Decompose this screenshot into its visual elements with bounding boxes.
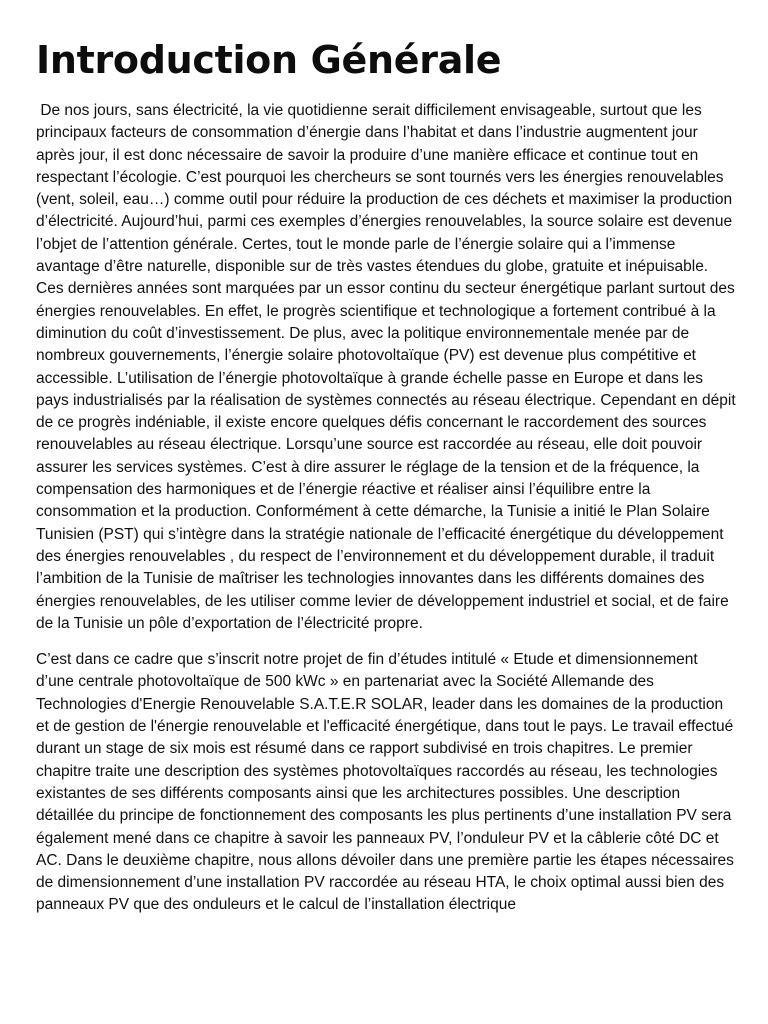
- document-page: [36, 34, 740, 917]
- paragraph-introduction: De nos jours, sans électricité, la vie quotidienne serait difficilement envisageable, surtout que les principaux facteurs de consommation d’énergie dans l’habitat et dans l’industrie augmentent jour après jour, il est donc nécessaire de savoir la produire d’une manière efficace et continue tout en respectant l’écologie. C’est pourquoi les chercheurs se sont tournés vers les énergies renouvelables (vent, soleil, eau…) comme outil pour réduire la production de ces déchets et maximiser la production d’électricité. Aujourd’hui, parmi ces exemples d’énergies renouvelables, la source solaire est devenue l’objet de l’attention générale. Certes, tout le monde parle de l’énergie solaire qui a l’immense avantage d’être naturelle, disponible sur de très vastes étendues du globe, gratuite et inépuisable. Ces dernières années sont marquées par un essor continu du secteur énergétique parlant surtout des énergies renouvelables. En effet, le progrès scientifique et technologique a fortement contribué à la diminution du coût d’investissement. De plus, avec la politique environnementale menée par de nombreux gouvernements, l’énergie solaire photovoltaïque (PV) est devenue plus compétitive et accessible. L’utilisation de l’énergie photovoltaïque à grande échelle passe en Europe et dans les pays industrialisés par la réalisation de systèmes connectés au réseau électrique. Cependant en dépit de ce progrès indéniable, il existe encore quelques défis concernant le raccordement des sources renouvelables au réseau électrique. Lorsqu’une source est raccordée au réseau, elle doit pouvoir assurer les services systèmes. C’est à dire assurer le réglage de la tension et de la fréquence, la compensation des harmoniques et de l’énergie réactive et réaliser ainsi l’équilibre entre la consommation et la production. Conformément à cette démarche, la Tunisie a initié le Plan Solaire Tunisien (PST) qui s’intègre dans la stratégie nationale de l’efficacité énergétique du développement des énergies renouvelables , du respect de l’environnement et du développement durable, il traduit l’ambition de la Tunisie de maîtriser les technologies innovantes dans les différents domaines des énergies renouvelables, de les utiliser comme levier de développement industriel et social, et de faire de la Tunisie un pôle d’exportation de l’électricité propre.: [36, 102, 740, 632]
- document-title: Introduction Générale: [36, 38, 502, 82]
- paragraph-project-context: C’est dans ce cadre que s’inscrit notre projet de fin d’études intitulé « Etude et dimensionnement d’une centrale photovoltaïque de 500 kWc » en partenariat avec la Société Allemande des Technologies d'Energie Renouvelable S.A.T.E.R SOLAR, leader dans les domaines de la production et de gestion de l'énergie renouvelable et l'efficacité énergétique, dans tout le pays. Le travail effectué durant un stage de six mois est résumé dans ce rapport subdivisé en trois chapitres. Le premier chapitre traite une description des systèmes photovoltaïques raccordés au réseau, les technologies existantes de ses différents composants ainsi que les architectures possibles. Une description détaillée du principe de fonctionnement des composants les plus pertinents d’une installation PV sera également mené dans ce chapitre à savoir les panneaux PV, l’onduleur PV et la câblerie côté DC et AC. Dans le deuxième chapitre, nous allons dévoiler dans une première partie les étapes nécessaires de dimensionnement d’une installation PV raccordée au réseau HTA, le choix optimal aussi bien des panneaux PV que des onduleurs et le calcul de l’installation électrique: [36, 651, 739, 914]
